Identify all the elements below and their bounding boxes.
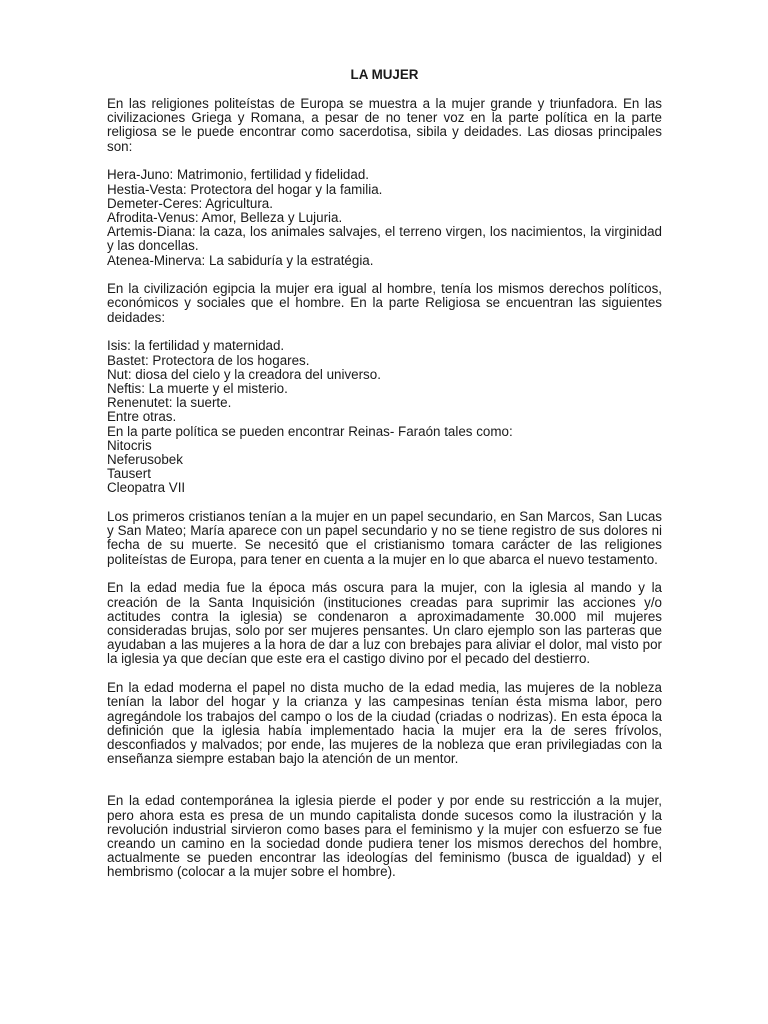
list-item: Neftis: La muerte y el misterio. bbox=[107, 380, 288, 396]
paragraph-early-christians: Los primeros cristianos tenían a la mujer en un papel secundario, en San Marcos, San Lucas y San Mateo; María aparece con un papel secundario y no se tiene registro de sus dolores ni fecha de su muerte. Se necesitó que el cristianismo tomara carácter de las religiones politeístas de Europa, para tener en cuenta a la mujer en lo que abarca el nuevo testamento. bbox=[107, 509, 662, 567]
list-item: Tausert bbox=[107, 466, 151, 482]
paragraph-middle-ages: En la edad media fue la época más oscura para la mujer, con la iglesia al mando y la creación de la Santa Inquisición (instituciones creadas para suprimir las acciones y/o actitudes contra la iglesia) se condenaron a aproximadamente 30.000 mil mujeres consideradas brujas, solo por ser mujeres pensantes. Un claro ejemplo son las parteras que ayudaban a las mujeres a la hora de dar a luz con brebajes para aliviar el dolor, mal visto por la iglesia ya que decían que este era el castigo divino por el pecado del destierro. bbox=[107, 580, 662, 667]
egyptian-deity-list bbox=[107, 339, 662, 495]
paragraph-modern-age: En la edad moderna el papel no dista mucho de la edad media, las mujeres de la nobleza tenían la labor del hogar y la crianza y las campesinas tenían ésta misma labor, pero agregándole los trabajos del campo o los de la ciudad (criadas o nodrizas). En esta época la definición que la iglesia había implementado hacia la mujer era la de seres frívolos, desconfiados y malvados; por ende, las mujeres de la nobleza que eran privilegiadas con la enseñanza siempre estaban bajo la atención de un mentor. bbox=[107, 680, 662, 767]
list-item: Entre otras. bbox=[107, 409, 177, 425]
list-item: Nut: diosa del cielo y la creadora del universo. bbox=[107, 366, 381, 382]
list-item: Cleopatra VII bbox=[107, 480, 186, 496]
list-item: Demeter-Ceres: Agricultura. bbox=[107, 195, 273, 211]
list-item: Hestia-Vesta: Protectora del hogar y la familia. bbox=[107, 181, 383, 197]
list-item: En la parte política se pueden encontrar Reinas- Faraón tales como: bbox=[107, 423, 513, 439]
list-item: Isis: la fertilidad y maternidad. bbox=[107, 338, 285, 354]
list-item: Nitocris bbox=[107, 437, 152, 453]
list-item: Neferusobek bbox=[107, 451, 183, 467]
list-item: Bastet: Protectora de los hogares. bbox=[107, 352, 310, 368]
list-item: Renenutet: la suerte. bbox=[107, 395, 232, 411]
greek-roman-goddess-list bbox=[107, 168, 662, 267]
document-title: LA MUJER bbox=[350, 67, 419, 82]
paragraph-contemporary-age: En la edad contemporánea la iglesia pierde el poder y por ende su restricción a la mujer, pero ahora esta es presa de un mundo capitalista donde sucesos como la ilustración y la revolución industrial sirvieron como bases para el feminismo y la mujer con esfuerzo se fue creando un camino en la sociedad donde pudiera tener los mismos derechos del hombre, actualmente se pueden encontrar las ideologías del feminismo (busca de igualdad) y el hembrismo (colocar a la mujer sobre el hombre). bbox=[107, 793, 662, 880]
paragraph-egypt: En la civilización egipcia la mujer era igual al hombre, tenía los mismos derechos políticos, económicos y sociales que el hombre. En la parte Religiosa se encuentran las siguientes deidades: bbox=[107, 281, 662, 325]
list-item: Afrodita-Venus: Amor, Belleza y Lujuria. bbox=[107, 209, 343, 225]
document-body bbox=[107, 68, 662, 894]
paragraph-intro-europe: En las religiones politeístas de Europa se muestra a la mujer grande y triunfadora. En las civilizaciones Griega y Romana, a pesar de no tener voz en la parte política en la parte religiosa se le puede encontrar como sacerdotisa, sibila y deidades. Las diosas principales son: bbox=[107, 96, 662, 154]
list-item: Artemis-Diana: la caza, los animales salvajes, el terreno virgen, los nacimientos, la virginidad y las doncellas. bbox=[107, 224, 662, 254]
list-item: Atenea-Minerva: La sabiduría y la estratégia. bbox=[107, 252, 374, 268]
list-item: Hera-Juno: Matrimonio, fertilidad y fidelidad. bbox=[107, 167, 369, 183]
